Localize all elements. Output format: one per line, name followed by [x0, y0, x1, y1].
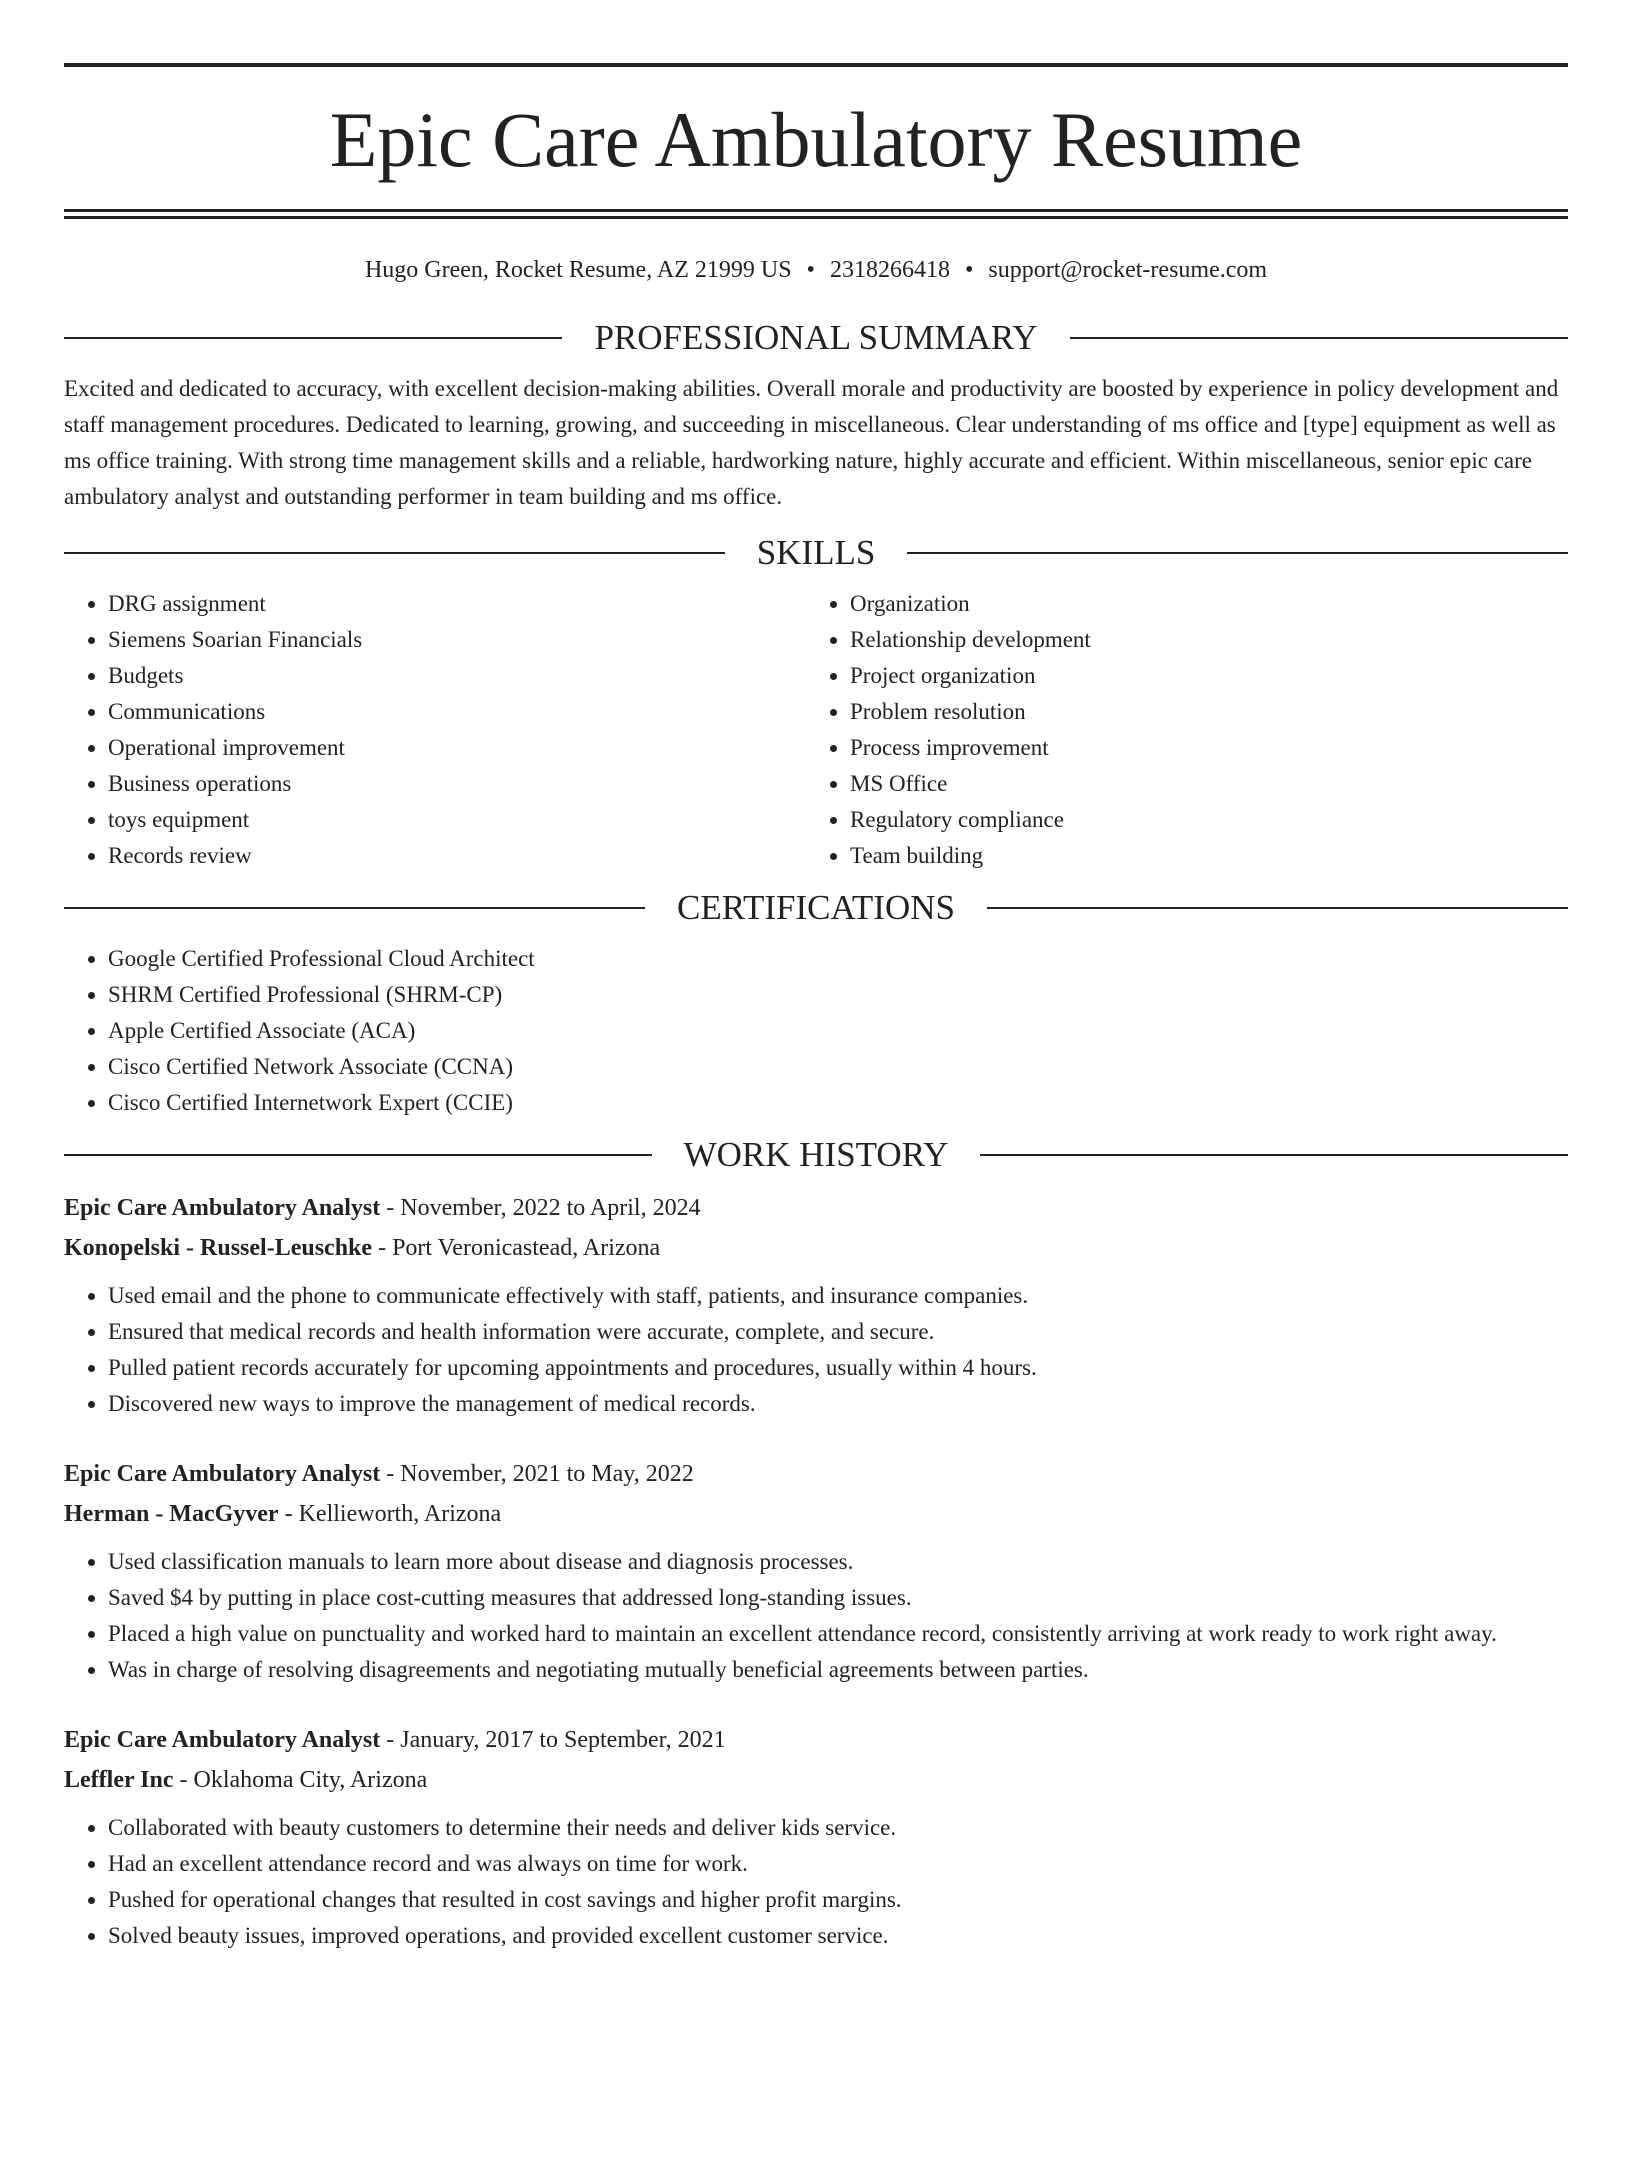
contact-separator: •	[964, 257, 974, 283]
job-dates: November, 2021 to May, 2022	[400, 1461, 694, 1487]
job-bullet: • Collaborated with beauty customers to determine their needs and deliver kids service.	[108, 1810, 1568, 1846]
job-company: Konopelski - Russel-Leuschke	[64, 1235, 373, 1261]
skill-item: • Organization	[850, 586, 1548, 622]
certification-item: • Cisco Certified Internetwork Expert (CCIE)	[108, 1085, 1568, 1121]
job-bullet: • Had an excellent attendance record and was always on time for work.	[108, 1846, 1568, 1882]
skill-item: • toys equipment	[108, 802, 806, 838]
contact-email: support@rocket-resume.com	[988, 257, 1268, 283]
work-history-section-header	[64, 1135, 1568, 1175]
summary-heading: PROFESSIONAL SUMMARY	[594, 318, 1038, 357]
contact-separator: •	[806, 257, 815, 283]
job-bullet: • Ensured that medical records and health information were accurate, complete, and secure.	[108, 1314, 1568, 1350]
skill-item: • Team building	[850, 838, 1548, 874]
job-company-line: Herman - MacGyver - Kellieworth, Arizona	[64, 1501, 502, 1527]
job-bullet: • Pulled patient records accurately for upcoming appointments and procedures, usually within 4 hours.	[108, 1350, 1568, 1386]
skill-item: • Relationship development	[850, 622, 1548, 658]
summary-text: Excited and dedicated to accuracy, with excellent decision-making abilities. Overall morale and productivity are boosted by experience in policy development and staff management procedures. Dedicated to learning, growing, and succeeding in miscellaneous. Clear understanding of ms office and [type] equipment as well as ms office training. With strong time management skills and a reliable, hardworking nature, highly accurate and efficient. Within miscellaneous, senior epic care ambulatory analyst and outstanding performer in team building and ms office.	[64, 376, 1559, 509]
title-double-rule	[64, 209, 1568, 219]
certifications-list	[64, 941, 1568, 1121]
top-rule	[64, 63, 1568, 67]
job-title: Epic Care Ambulatory Analyst	[64, 1461, 381, 1487]
section-rule	[907, 552, 1568, 554]
resume-page	[0, 63, 1632, 2175]
job-bullets	[64, 1278, 1568, 1422]
contact-phone: 2318266418	[829, 257, 950, 283]
section-rule	[64, 552, 725, 554]
skills-section-header	[64, 533, 1568, 573]
section-rule	[64, 337, 562, 339]
certifications-section-header	[64, 888, 1568, 928]
section-rule	[987, 907, 1568, 909]
job-company-line: Leffler Inc - Oklahoma City, Arizona	[64, 1767, 428, 1793]
section-rule	[64, 1154, 652, 1156]
skill-item: • Process improvement	[850, 730, 1548, 766]
skill-item: • Problem resolution	[850, 694, 1548, 730]
job-company: Leffler Inc	[64, 1767, 174, 1793]
page-title: Epic Care Ambulatory Resume	[329, 96, 1303, 183]
job-dates: November, 2022 to April, 2024	[400, 1195, 701, 1221]
skill-item: • Communications	[108, 694, 806, 730]
job-location: Kellieworth, Arizona	[298, 1501, 502, 1527]
job-title-line: Epic Care Ambulatory Analyst - November, 2021 to May, 2022	[64, 1461, 694, 1487]
job-bullet: • Was in charge of resolving disagreements and negotiating mutually beneficial agreements between parties.	[108, 1652, 1568, 1688]
skill-item: • Records review	[108, 838, 806, 874]
job-entry	[64, 1720, 1568, 1954]
contact-line	[64, 255, 1568, 285]
job-bullet: • Pushed for operational changes that resulted in cost savings and higher profit margins.	[108, 1882, 1568, 1918]
job-bullet: • Solved beauty issues, improved operations, and provided excellent customer service.	[108, 1918, 1568, 1954]
job-location: Oklahoma City, Arizona	[193, 1767, 428, 1793]
job-bullet: • Used email and the phone to communicate effectively with staff, patients, and insurance companies.	[108, 1278, 1568, 1314]
certifications-heading: CERTIFICATIONS	[677, 888, 955, 927]
summary-section-header	[64, 318, 1568, 358]
job-bullet: • Placed a high value on punctuality and worked hard to maintain an excellent attendance record, consistently arriving at work ready to work right away.	[108, 1616, 1568, 1652]
work-history-heading: WORK HISTORY	[683, 1135, 949, 1174]
job-title: Epic Care Ambulatory Analyst	[64, 1195, 381, 1221]
job-bullet: • Discovered new ways to improve the management of medical records.	[108, 1386, 1568, 1422]
contact-address: Hugo Green, Rocket Resume, AZ 21999 US	[364, 257, 792, 283]
job-bullets	[64, 1810, 1568, 1954]
skill-item: • Project organization	[850, 658, 1548, 694]
skill-item: • DRG assignment	[108, 586, 806, 622]
certification-item: • Cisco Certified Network Associate (CCNA)	[108, 1049, 1568, 1085]
job-bullets	[64, 1544, 1568, 1688]
skills-columns	[64, 586, 1568, 874]
skill-item: • Regulatory compliance	[850, 802, 1548, 838]
job-title-line: Epic Care Ambulatory Analyst - November, 2022 to April, 2024	[64, 1195, 701, 1221]
certification-item: • SHRM Certified Professional (SHRM-CP)	[108, 977, 1568, 1013]
skill-item: • Business operations	[108, 766, 806, 802]
certification-item: • Google Certified Professional Cloud Architect	[108, 941, 1568, 977]
job-bullet: • Used classification manuals to learn more about disease and diagnosis processes.	[108, 1544, 1568, 1580]
job-dates: January, 2017 to September, 2021	[400, 1727, 726, 1753]
section-rule	[1070, 337, 1568, 339]
skill-item: • Budgets	[108, 658, 806, 694]
skills-list-left	[64, 586, 806, 874]
skill-item: • Siemens Soarian Financials	[108, 622, 806, 658]
skills-list-right	[806, 586, 1548, 874]
section-rule	[64, 907, 645, 909]
skill-item: • Operational improvement	[108, 730, 806, 766]
section-rule	[980, 1154, 1568, 1156]
job-company: Herman - MacGyver	[64, 1501, 279, 1527]
job-company-line: Konopelski - Russel-Leuschke - Port Veronicastead, Arizona	[64, 1235, 661, 1261]
skill-item: • MS Office	[850, 766, 1548, 802]
certification-item: • Apple Certified Associate (ACA)	[108, 1013, 1568, 1049]
job-bullet: • Saved $4 by putting in place cost-cutting measures that addressed long-standing issues.	[108, 1580, 1568, 1616]
job-location: Port Veronicastead, Arizona	[392, 1235, 661, 1261]
job-entry	[64, 1454, 1568, 1688]
job-entry	[64, 1188, 1568, 1422]
job-title-line: Epic Care Ambulatory Analyst - January, 2017 to September, 2021	[64, 1727, 726, 1753]
skills-heading: SKILLS	[756, 533, 876, 572]
job-title: Epic Care Ambulatory Analyst	[64, 1727, 381, 1753]
